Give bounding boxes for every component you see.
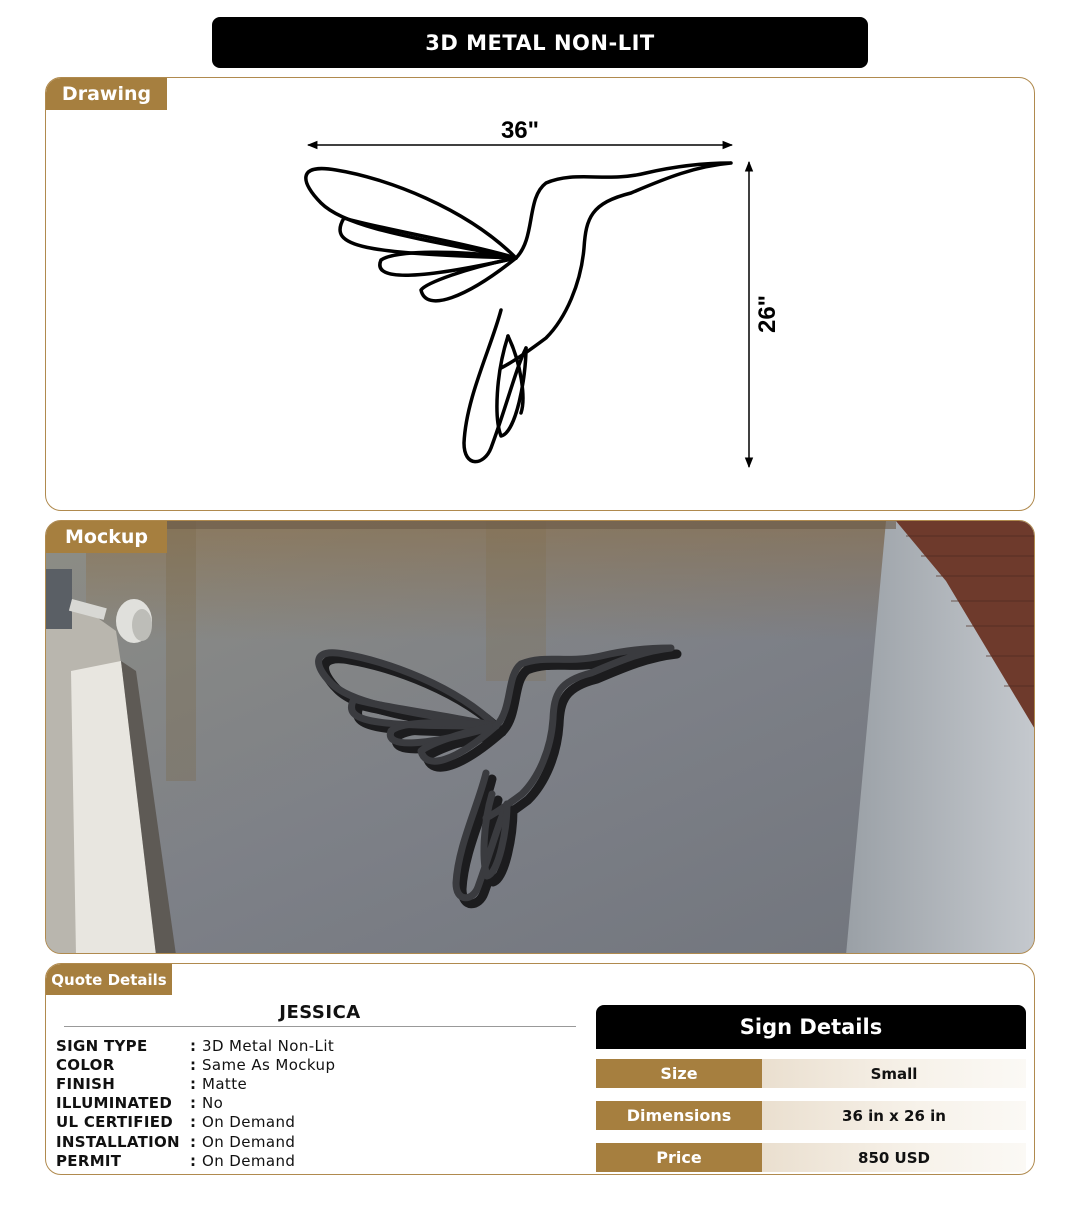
- spec-colon: :: [190, 1074, 196, 1093]
- spec-row: [56, 1113, 335, 1132]
- sign-details-title: Sign Details: [596, 1005, 1026, 1049]
- spec-value: No: [202, 1094, 224, 1113]
- spec-value: 3D Metal Non-Lit: [202, 1036, 335, 1055]
- spec-colon: :: [190, 1132, 196, 1151]
- spec-row: [56, 1036, 335, 1055]
- spec-label: INSTALLATION: [56, 1132, 180, 1151]
- sign-details-label: Dimensions: [596, 1101, 762, 1130]
- quote-details-tab: Quote Details: [46, 964, 172, 995]
- spec-value: On Demand: [202, 1113, 296, 1132]
- spec-list: [56, 1036, 335, 1170]
- spec-label: ILLUMINATED: [56, 1094, 173, 1113]
- sign-details-value: Small: [762, 1059, 1026, 1088]
- spec-row: [56, 1151, 335, 1170]
- spec-label: UL CERTIFIED: [56, 1113, 174, 1132]
- mockup-tab: Mockup: [46, 521, 167, 553]
- divider: [64, 1026, 576, 1027]
- spec-row: [56, 1094, 335, 1113]
- page-title: 3D METAL NON-LIT: [212, 17, 868, 68]
- quote-details-panel: [45, 963, 1035, 1175]
- sign-details-label: Price: [596, 1143, 762, 1172]
- spec-colon: :: [190, 1094, 196, 1113]
- spec-label: SIGN TYPE: [56, 1036, 148, 1055]
- drawing-tab: Drawing: [46, 78, 167, 110]
- spec-row: [56, 1074, 335, 1093]
- spec-label: FINISH: [56, 1074, 116, 1093]
- mockup-panel: [45, 520, 1035, 954]
- spec-colon: :: [190, 1151, 196, 1170]
- sign-details-row-dimensions: [596, 1101, 1026, 1130]
- sign-details-value: 36 in x 26 in: [762, 1101, 1026, 1130]
- height-dimension-label: 26": [754, 294, 781, 334]
- sign-details-row-size: [596, 1059, 1026, 1088]
- hummingbird-drawing: [306, 163, 731, 462]
- drawing-panel: [45, 77, 1035, 511]
- spec-colon: :: [190, 1055, 196, 1074]
- spec-row: [56, 1055, 335, 1074]
- sign-details-table: [596, 1005, 1026, 1167]
- customer-name: JESSICA: [279, 1002, 361, 1023]
- spec-value: On Demand: [202, 1151, 296, 1170]
- sign-details-row-price: [596, 1143, 1026, 1172]
- spec-colon: :: [190, 1036, 196, 1055]
- width-dimension-label: 36": [500, 117, 540, 144]
- spec-label: COLOR: [56, 1055, 115, 1074]
- spec-colon: :: [190, 1113, 196, 1132]
- spec-label: PERMIT: [56, 1151, 122, 1170]
- spec-row: [56, 1132, 335, 1151]
- spec-value: Same As Mockup: [202, 1055, 336, 1074]
- spec-value: On Demand: [202, 1132, 296, 1151]
- sign-details-label: Size: [596, 1059, 762, 1088]
- drawing-svg: [46, 78, 1035, 511]
- spec-value: Matte: [202, 1074, 248, 1093]
- sign-details-value: 850 USD: [762, 1143, 1026, 1172]
- mockup-image: [46, 521, 1035, 954]
